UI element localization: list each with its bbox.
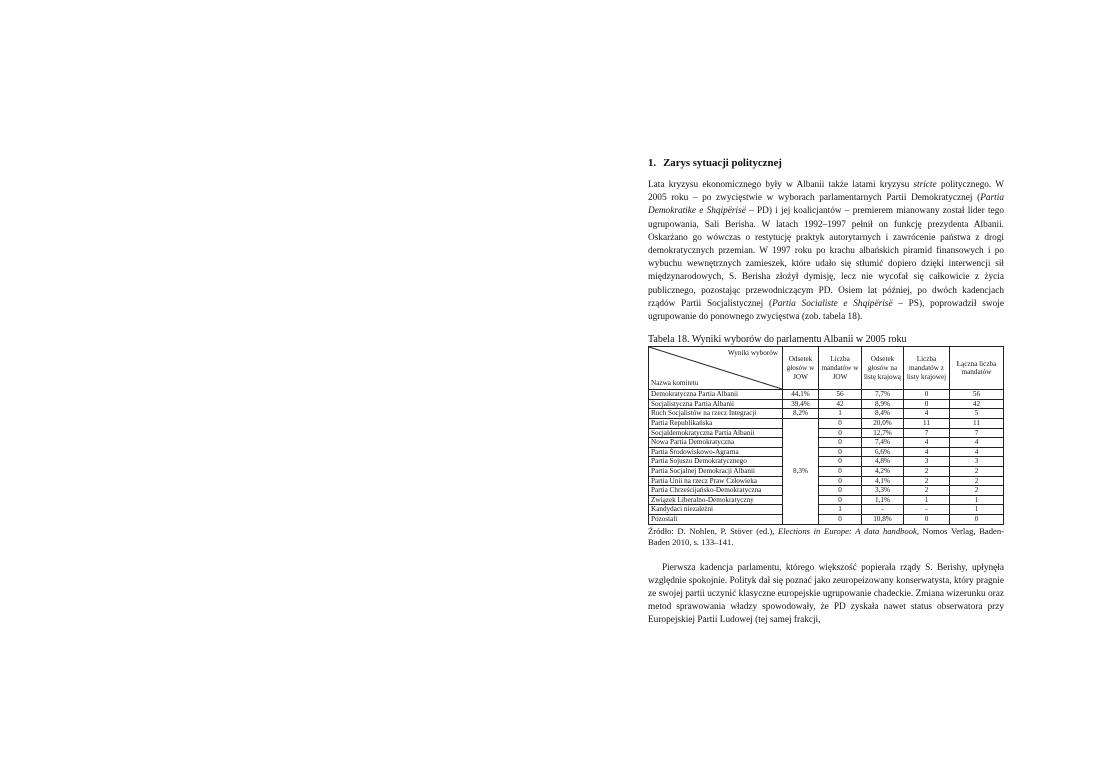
jow-seats-cell: 0 <box>819 438 862 448</box>
jow-seats-cell: 0 <box>819 466 862 476</box>
jow-seats-cell: 0 <box>819 486 862 496</box>
list-pct-cell: 8,9% <box>862 399 904 409</box>
source-text-a: Źródło: D. Nohlen, P. Stöver (ed.), <box>648 525 778 536</box>
party-name-cell: Związek Liberalno-Demokratyczny <box>649 495 783 505</box>
list-seats-cell: 0 <box>904 390 950 400</box>
list-seats-cell: 0 <box>904 514 950 524</box>
list-seats-cell: 4 <box>904 447 950 457</box>
table-row <box>649 486 1004 496</box>
jow-seats-cell: 0 <box>819 457 862 467</box>
total-seats-cell: 4 <box>950 447 1004 457</box>
table-body <box>649 390 1004 524</box>
list-seats-cell: 2 <box>904 466 950 476</box>
source-title: Elections in Europe: A data handbook <box>778 525 917 536</box>
total-seats-cell: 2 <box>950 466 1004 476</box>
list-seats-cell: 4 <box>904 438 950 448</box>
list-pct-cell: - <box>862 505 904 515</box>
paragraph-1-text-c: – PD) i jej koalicjantów – premierem mianowany został lider tego ugrupowania, Sali Berisha. W latach 1992–1997 pełnił on funkcję prezydenta Albanii. Oskarżano go wówczas o restytucję praktyk autorytarnych i zawrócenie państwa z drogi demokratycznych przemian. W 1997 roku po krachu albańskich piramid finansowych i po wybuchu wewnętrznych zamieszek, które udało się stłumić dopiero dzięki interwencji sił międzynarodowych, S. Berisha złożył dymisję, lecz nie wycofał się całkowicie z życia publicznego, pozostając przewodniczącym PD. Osiem lat później, po dwóch kadencjach rządów Partii Socjalistycznej ( <box>648 206 1005 309</box>
list-pct-cell: 8,4% <box>862 409 904 419</box>
list-pct-cell: 1,1% <box>862 495 904 505</box>
paragraph-1 <box>648 179 1004 324</box>
election-results-table <box>648 346 1004 524</box>
header-jow-pct: Odsetek głosów w JOW <box>783 347 819 390</box>
list-pct-cell: 3,3% <box>862 486 904 496</box>
list-pct-cell: 12,7% <box>862 428 904 438</box>
list-seats-cell: 1 <box>904 495 950 505</box>
list-pct-cell: 10,8% <box>862 514 904 524</box>
list-pct-cell: 20,0% <box>862 419 904 429</box>
party-name-cell: Partia Sojuszu Demokratycznego <box>649 457 783 467</box>
party-name-cell: Kandydaci niezależni <box>649 505 783 515</box>
party-name-cell: Partia Unii na rzecz Praw Człowieka <box>649 476 783 486</box>
party-name-cell: Partia Środowiskowo-Agrarna <box>649 447 783 457</box>
party-name-cell: Socjalistyczna Partia Albanii <box>649 399 783 409</box>
table-row <box>649 399 1004 409</box>
table-caption: Tabela 18. Wyniki wyborów do parlamentu Albanii w 2005 roku <box>648 334 907 346</box>
list-pct-cell: 7,4% <box>862 438 904 448</box>
total-seats-cell: 7 <box>950 428 1004 438</box>
jow-seats-cell: 0 <box>819 447 862 457</box>
list-pct-cell: 7,7% <box>862 390 904 400</box>
total-seats-cell: 2 <box>950 476 1004 486</box>
total-seats-cell: 2 <box>950 486 1004 496</box>
table-row <box>649 419 1004 429</box>
table-row <box>649 495 1004 505</box>
list-pct-cell: 4,2% <box>862 466 904 476</box>
party-name-cell: Pozostali <box>649 514 783 524</box>
party-name-cell: Nowa Partia Demokratyczna <box>649 438 783 448</box>
party-name-cell: Partia Chrześcijańsko-Demokratyczna <box>649 486 783 496</box>
list-seats-cell: 11 <box>904 419 950 429</box>
header-list-seats: Liczba mandatów z listy krajowej <box>904 347 950 390</box>
jow-seats-cell: 1 <box>819 505 862 515</box>
section-number: 1. <box>648 157 657 169</box>
total-seats-cell: 5 <box>950 409 1004 419</box>
list-pct-cell: 4,1% <box>862 476 904 486</box>
paragraph-1-italic-a: stricte <box>913 180 937 190</box>
jow-pct-cell: 8,2% <box>783 409 819 419</box>
table-row <box>649 390 1004 400</box>
party-name-cell: Demokratyczna Partia Albanii <box>649 390 783 400</box>
total-seats-cell: 1 <box>950 495 1004 505</box>
table-row <box>649 447 1004 457</box>
total-seats-cell: 0 <box>950 514 1004 524</box>
header-jow-seats: Liczba mandatów w JOW <box>819 347 862 390</box>
list-seats-cell: 7 <box>904 428 950 438</box>
table-row <box>649 409 1004 419</box>
jow-seats-cell: 42 <box>819 399 862 409</box>
party-name-cell: Partia Republikańska <box>649 419 783 429</box>
jow-seats-cell: 56 <box>819 390 862 400</box>
paragraph-1-italic-c: Partia Socialiste e Shqipërisë <box>772 298 893 309</box>
jow-seats-cell: 1 <box>819 409 862 419</box>
party-name-cell: Socjaldemokratyczna Partia Albanii <box>649 428 783 438</box>
table-row <box>649 514 1004 524</box>
party-name-cell: Partia Socjalnej Demokracji Albanii <box>649 466 783 476</box>
list-seats-cell: 2 <box>904 486 950 496</box>
jow-seats-cell: 0 <box>819 476 862 486</box>
jow-seats-cell: 0 <box>819 495 862 505</box>
source-text-b: , Nomos Verlag, Baden-Baden 2010, s. 133–141. <box>648 525 1004 547</box>
paragraph-1-italic-b: Partia Demokratike e Shqipërisë <box>648 193 1004 217</box>
table-row <box>649 466 1004 476</box>
document-page <box>648 156 1004 628</box>
header-list-pct: Odsetek głosów na listę krajową <box>862 347 904 390</box>
table-row <box>649 428 1004 438</box>
table-row <box>649 457 1004 467</box>
section-title: Zarys sytuacji politycznej <box>663 157 782 169</box>
table-row <box>649 505 1004 515</box>
paragraph-1-text-b: politycznego. W 2005 roku – po zwycięstwie w wyborach parlamentarnych Partii Demokratycznej ( <box>648 180 1004 204</box>
list-seats-cell: 4 <box>904 409 950 419</box>
jow-pct-cell: 39,4% <box>783 399 819 409</box>
list-pct-cell: 4,8% <box>862 457 904 467</box>
corner-bottom-label: Nazwa komitetu <box>651 378 699 387</box>
table-header-row <box>649 347 1004 390</box>
list-seats-cell: 3 <box>904 457 950 467</box>
corner-top-label: Wyniki wyborów <box>727 349 778 358</box>
paragraph-2: Pierwsza kadencja parlamentu, którego większość popierała rządy S. Berishy, upłynęła względnie spokojnie. Polityk dał się poznać jako zeuropeizowany konserwatysta, który pragnie ze swojej partii uczynić klasyczne europejskie ugrupowanie chadeckie. Zmiana wizerunku oraz metod sprawowania władzy spowodowały, że PD zyskała nawet status obserwatora przy Europejskiej Partii Ludowej (tej samej frakcji, <box>648 562 1004 626</box>
jow-pct-merged-cell: 8,3% <box>783 419 819 525</box>
table-corner-cell <box>649 347 783 390</box>
jow-seats-cell: 0 <box>819 428 862 438</box>
jow-pct-cell: 44,1% <box>783 390 819 400</box>
section-heading <box>648 156 1004 170</box>
jow-seats-cell: 0 <box>819 419 862 429</box>
table-row <box>649 476 1004 486</box>
total-seats-cell: 4 <box>950 438 1004 448</box>
total-seats-cell: 3 <box>950 457 1004 467</box>
jow-seats-cell: 0 <box>819 514 862 524</box>
paragraph-1-text-a: Lata kryzysu ekonomicznego były w Albanii także latami kryzysu <box>648 180 914 190</box>
party-name-cell: Ruch Socjalistów na rzecz Integracji <box>649 409 783 419</box>
total-seats-cell: 11 <box>950 419 1004 429</box>
table-row <box>649 438 1004 448</box>
total-seats-cell: 42 <box>950 399 1004 409</box>
total-seats-cell: 56 <box>950 390 1004 400</box>
list-seats-cell: - <box>904 505 950 515</box>
paragraph-1-text-d: – PS), poprowadził swoje ugrupowanie do ponownego zwycięstwa (zob. tabela 18). <box>648 298 1004 323</box>
total-seats-cell: 1 <box>950 505 1004 515</box>
list-pct-cell: 6,6% <box>862 447 904 457</box>
list-seats-cell: 0 <box>904 399 950 409</box>
list-seats-cell: 2 <box>904 476 950 486</box>
header-total-seats: Łączna liczba mandatów <box>950 347 1004 390</box>
table-source <box>648 526 1004 548</box>
